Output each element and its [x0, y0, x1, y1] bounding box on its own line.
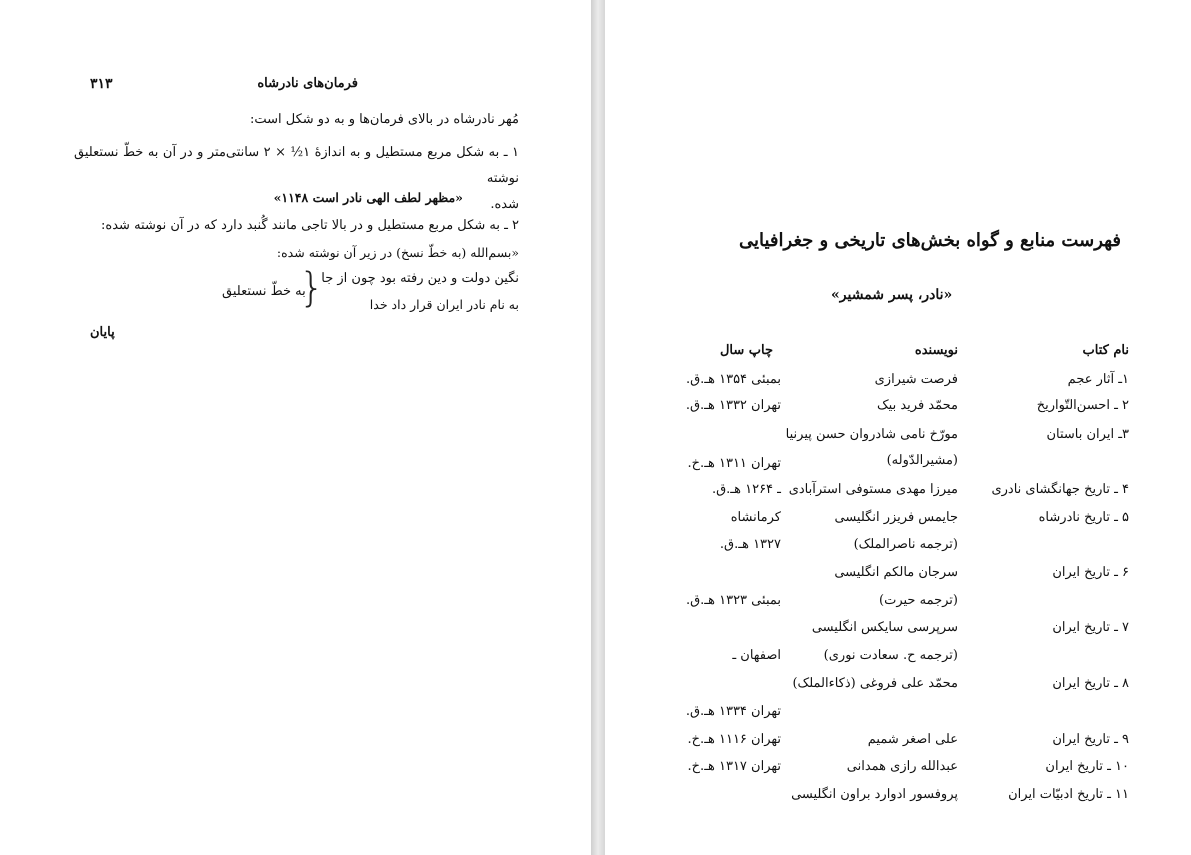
- table-cell-book: ۱۱ ـ تاریخ ادبیّات ایران: [1008, 787, 1129, 802]
- table-cell-author: (ترجمه ناصرالملک): [853, 537, 958, 552]
- couplet-line-1: نگین دولت و دین رفته بود چون از جا: [321, 271, 519, 286]
- table-cell-book: ۶ ـ تاریخ ایران: [1052, 565, 1129, 580]
- column-header-author: نویسنده: [914, 343, 958, 358]
- column-header-book: نام کتاب: [1082, 343, 1129, 358]
- book-gutter: [591, 0, 605, 855]
- table-cell-author: سرجان مالکم انگلیسی: [834, 565, 958, 580]
- seal-item-1-line-2: شده.: [490, 197, 519, 212]
- table-cell-author: (ترجمه حیرت): [879, 593, 958, 608]
- table-cell-author: میرزا مهدی مستوفی استرآبادی: [788, 482, 958, 497]
- table-cell-author: فرصت شیرازی: [874, 372, 958, 387]
- table-cell-author: علی اصغر شمیم: [867, 732, 958, 747]
- table-cell-print: تهران ۱۳۱۱ هـ.خ.: [687, 456, 781, 471]
- table-cell-print: تهران ۱۱۱۶ هـ.خ.: [687, 732, 781, 747]
- table-cell-author: سرپرسی سایکس انگلیسی: [811, 620, 958, 635]
- seal-item-2-line-2: «بسم‌الله (به خطّ نسخ) در زیر آن نوشته شده:: [276, 245, 519, 260]
- table-cell-book: ۵ ـ تاریخ نادرشاه: [1038, 510, 1129, 525]
- table-cell-print: اصفهان ـ: [732, 648, 781, 663]
- table-cell-print: بمبئی ۱۳۲۳ هـ.ق.: [685, 593, 781, 608]
- table-cell-book: ۴ ـ تاریخ جهانگشای نادری: [991, 482, 1129, 497]
- table-cell-book: ۳ـ ایران باستان: [1046, 427, 1129, 442]
- table-cell-book: ۸ ـ تاریخ ایران: [1052, 676, 1129, 691]
- script-label: به خطّ نستعلیق: [222, 284, 306, 299]
- table-cell-book: ۷ ـ تاریخ ایران: [1052, 620, 1129, 635]
- table-cell-print: تهران ۱۳۳۴ هـ.ق.: [685, 704, 781, 719]
- table-cell-author: عبدالله رازی همدانی: [846, 759, 958, 774]
- couplet-line-2: به نام نادر ایران قرار داد خدا: [369, 297, 519, 312]
- table-cell-book: ۹ ـ تاریخ ایران: [1052, 732, 1129, 747]
- left-page: [0, 0, 591, 855]
- bibliography-subtitle: «نادر، پسر شمشیر»: [831, 287, 953, 303]
- curly-brace-icon: }: [299, 265, 325, 311]
- intro-paragraph: مُهر نادرشاه در بالای فرمان‌ها و به دو شکل است:: [249, 112, 519, 127]
- right-page: [605, 0, 1191, 855]
- column-header-print: چاپ سال: [719, 343, 773, 358]
- table-cell-print: کرمانشاه: [730, 510, 781, 525]
- table-cell-author: محمّد علی فروغی (ذکاءالملک): [792, 676, 958, 691]
- table-cell-print: ـ ۱۲۶۴ هـ.ق.: [711, 482, 781, 497]
- seal-item-2-line-1: ۲ ـ به شکل مربع مستطیل و در بالا تاجی مانند گُنبد دارد که در آن نوشته شده:: [101, 218, 519, 233]
- table-cell-book: ۱۰ ـ تاریخ ایران: [1045, 759, 1129, 774]
- seal-item-1: [74, 140, 519, 218]
- end-label: پایان: [90, 325, 115, 340]
- table-cell-book: ۱ـ آثار عجم: [1067, 372, 1129, 387]
- table-cell-author: مورّخ نامی شادروان حسن پیرنیا: [785, 427, 958, 442]
- page-number: ۳۱۳: [90, 76, 113, 92]
- table-cell-author: (ترجمه ح. سعادت نوری): [823, 648, 958, 663]
- table-cell-author: جایمس فریزر انگلیسی: [834, 510, 958, 525]
- table-cell-book: ۲ ـ احسن‌التّواریخ: [1036, 398, 1129, 413]
- table-cell-print: تهران ۱۳۱۷ هـ.خ.: [687, 759, 781, 774]
- table-cell-print: بمبئی ۱۳۵۴ هـ.ق.: [685, 372, 781, 387]
- table-cell-author: محمّد فرید بیک: [877, 398, 958, 413]
- table-cell-print: تهران ۱۳۳۲ هـ.ق.: [685, 398, 781, 413]
- table-cell-author: پروفسور ادوارد براون انگلیسی: [791, 787, 958, 802]
- running-head: فرمان‌های نادرشاه: [257, 76, 358, 91]
- table-cell-print: ۱۳۲۷ هـ.ق.: [719, 537, 781, 552]
- table-cell-author: (مشیرالدّوله): [886, 453, 958, 468]
- seal-item-1-line-1: ۱ ـ به شکل مربع مستطیل و به اندازهٔ ۱½ × ۲ سانتی‌متر و در آن به خطّ نستعلیق نوشته: [74, 145, 519, 186]
- seal-1-inscription: «مظهر لطف الهی نادر است ۱۱۴۸»: [273, 190, 463, 205]
- bibliography-title: فهرست منابع و گواه بخش‌های تاریخی و جغرافیایی: [739, 230, 1122, 251]
